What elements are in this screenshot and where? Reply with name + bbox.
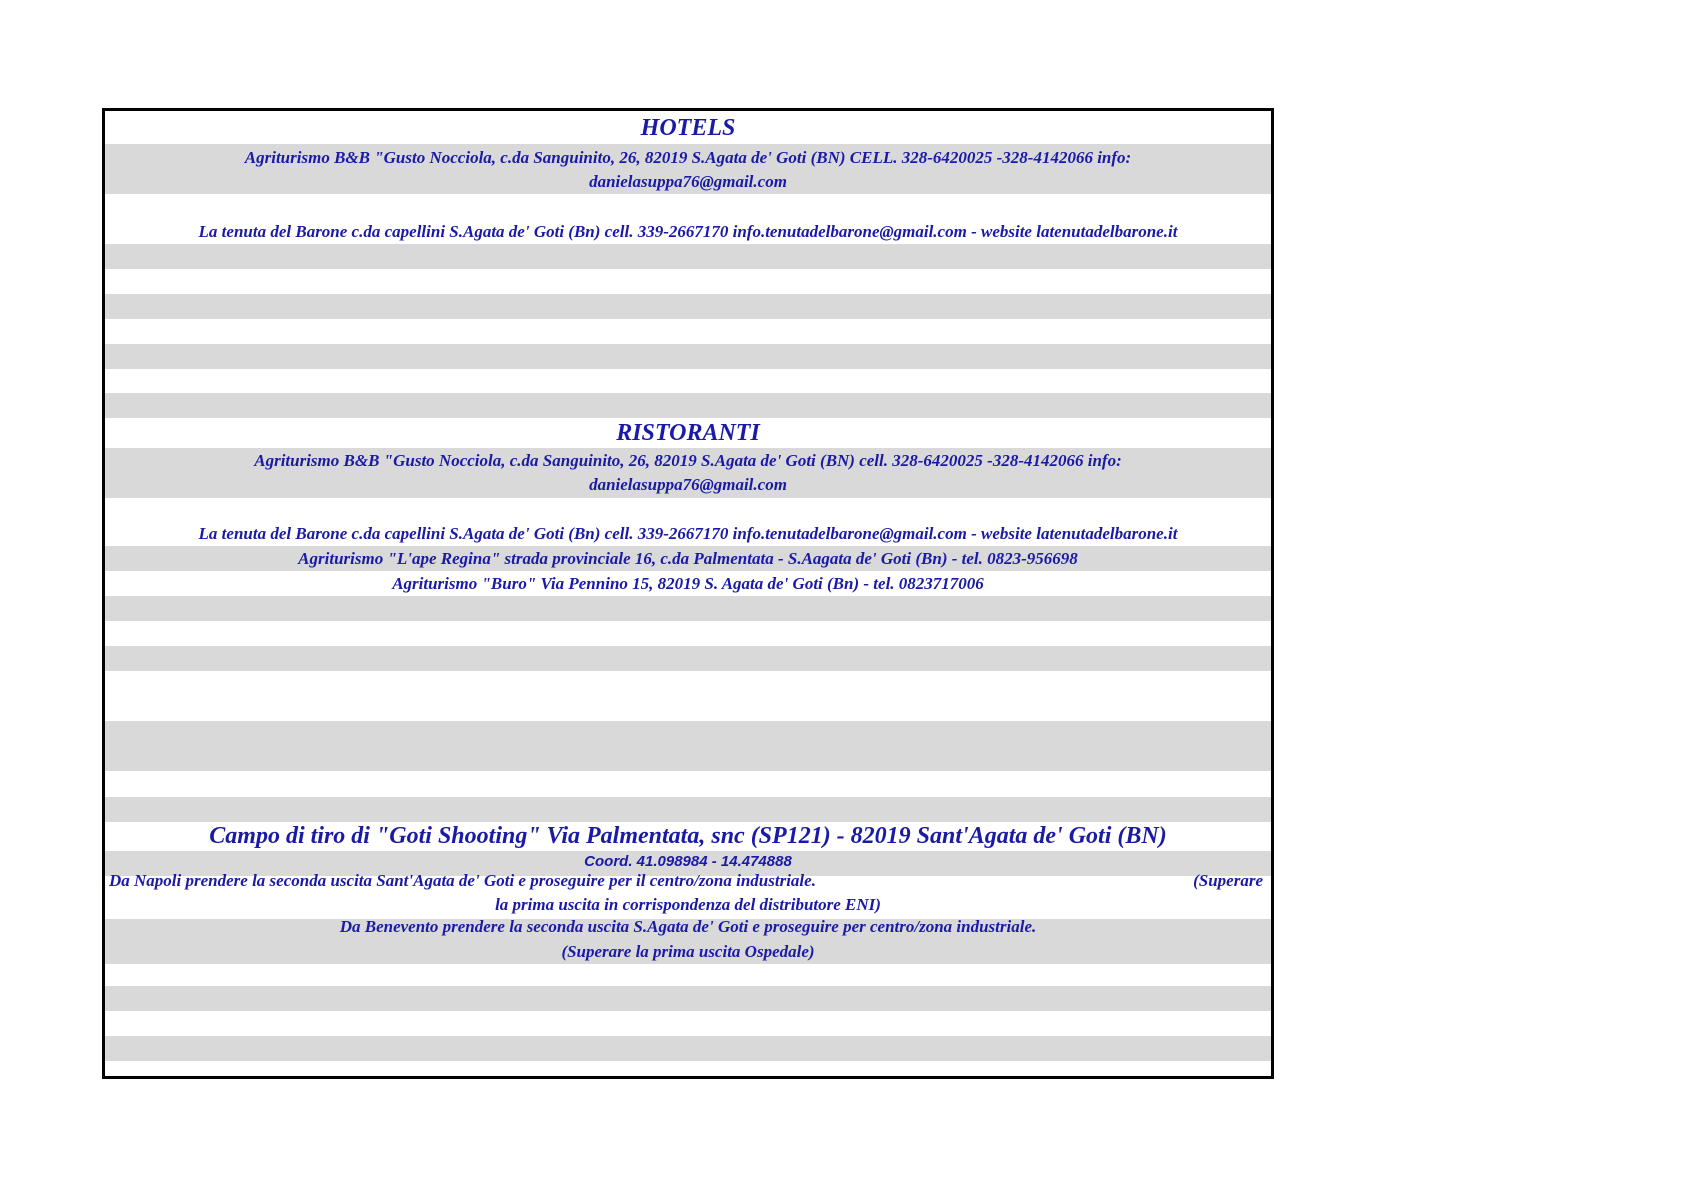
- restaurant-line: danielasuppa76@gmail.com: [589, 475, 787, 494]
- benevento-directions-line2: (Superare la prima uscita Ospedale): [561, 942, 815, 961]
- restaurant-line: Agriturismo B&B "Gusto Nocciola, c.da Sanguinito, 26, 82019 S.Agata de' Goti (BN) cell. 328-6420025 -328-4142066 info:: [254, 451, 1122, 470]
- row-band: [105, 294, 1271, 319]
- row-band: [105, 596, 1271, 621]
- hotel-line: danielasuppa76@gmail.com: [589, 172, 787, 191]
- napoli-directions-line2: la prima uscita in corrispondenza del distributore ENI): [495, 895, 881, 914]
- row-band: [105, 797, 1271, 822]
- napoli-directions-line1-end: (Superare: [1193, 871, 1263, 890]
- restaurant-line: La tenuta del Barone c.da capellini S.Agata de' Goti (Bn) cell. 339-2667170 info.tenutadelbarone@gmail.com - website latenutadelbarone.it: [198, 524, 1178, 543]
- benevento-directions-line1: Da Benevento prendere la seconda uscita S.Agata de' Goti e proseguire per centro/zona industriale.: [339, 917, 1037, 936]
- row-band: [105, 721, 1271, 771]
- campo-title: Campo di tiro di "Goti Shooting" Via Palmentata, snc (SP121) - 82019 Sant'Agata de' Goti (BN): [209, 823, 1167, 849]
- row-band: [105, 986, 1271, 1011]
- hotel-line: La tenuta del Barone c.da capellini S.Agata de' Goti (Bn) cell. 339-2667170 info.tenutadelbarone@gmail.com - website latenutadelbarone.it: [198, 222, 1178, 241]
- row-band: [105, 646, 1271, 671]
- campo-coord: Coord. 41.098984 - 14.474888: [584, 853, 792, 870]
- restaurant-line: Agriturismo "Buro" Via Pennino 15, 82019 S. Agata de' Goti (Bn) - tel. 0823717006: [392, 574, 984, 593]
- row-band: [105, 344, 1271, 369]
- row-band: [105, 1036, 1271, 1061]
- restaurant-line: Agriturismo "L'ape Regina" strada provinciale 16, c.da Palmentata - S.Aagata de' Goti (Bn) - tel. 0823-956698: [298, 549, 1078, 568]
- hotels-title: HOTELS: [640, 115, 736, 141]
- hotel-line: Agriturismo B&B "Gusto Nocciola, c.da Sanguinito, 26, 82019 S.Agata de' Goti (BN) CELL. 328-6420025 -328-4142066 info:: [244, 148, 1132, 167]
- hotels-restaurants-sheet: [102, 108, 1274, 1079]
- row-band: [105, 393, 1271, 418]
- row-band: [105, 244, 1271, 269]
- napoli-directions-line1: Da Napoli prendere la seconda uscita Sant'Agata de' Goti e proseguire per il centro/zona industriale.: [109, 871, 816, 890]
- ristoranti-title: RISTORANTI: [616, 420, 760, 446]
